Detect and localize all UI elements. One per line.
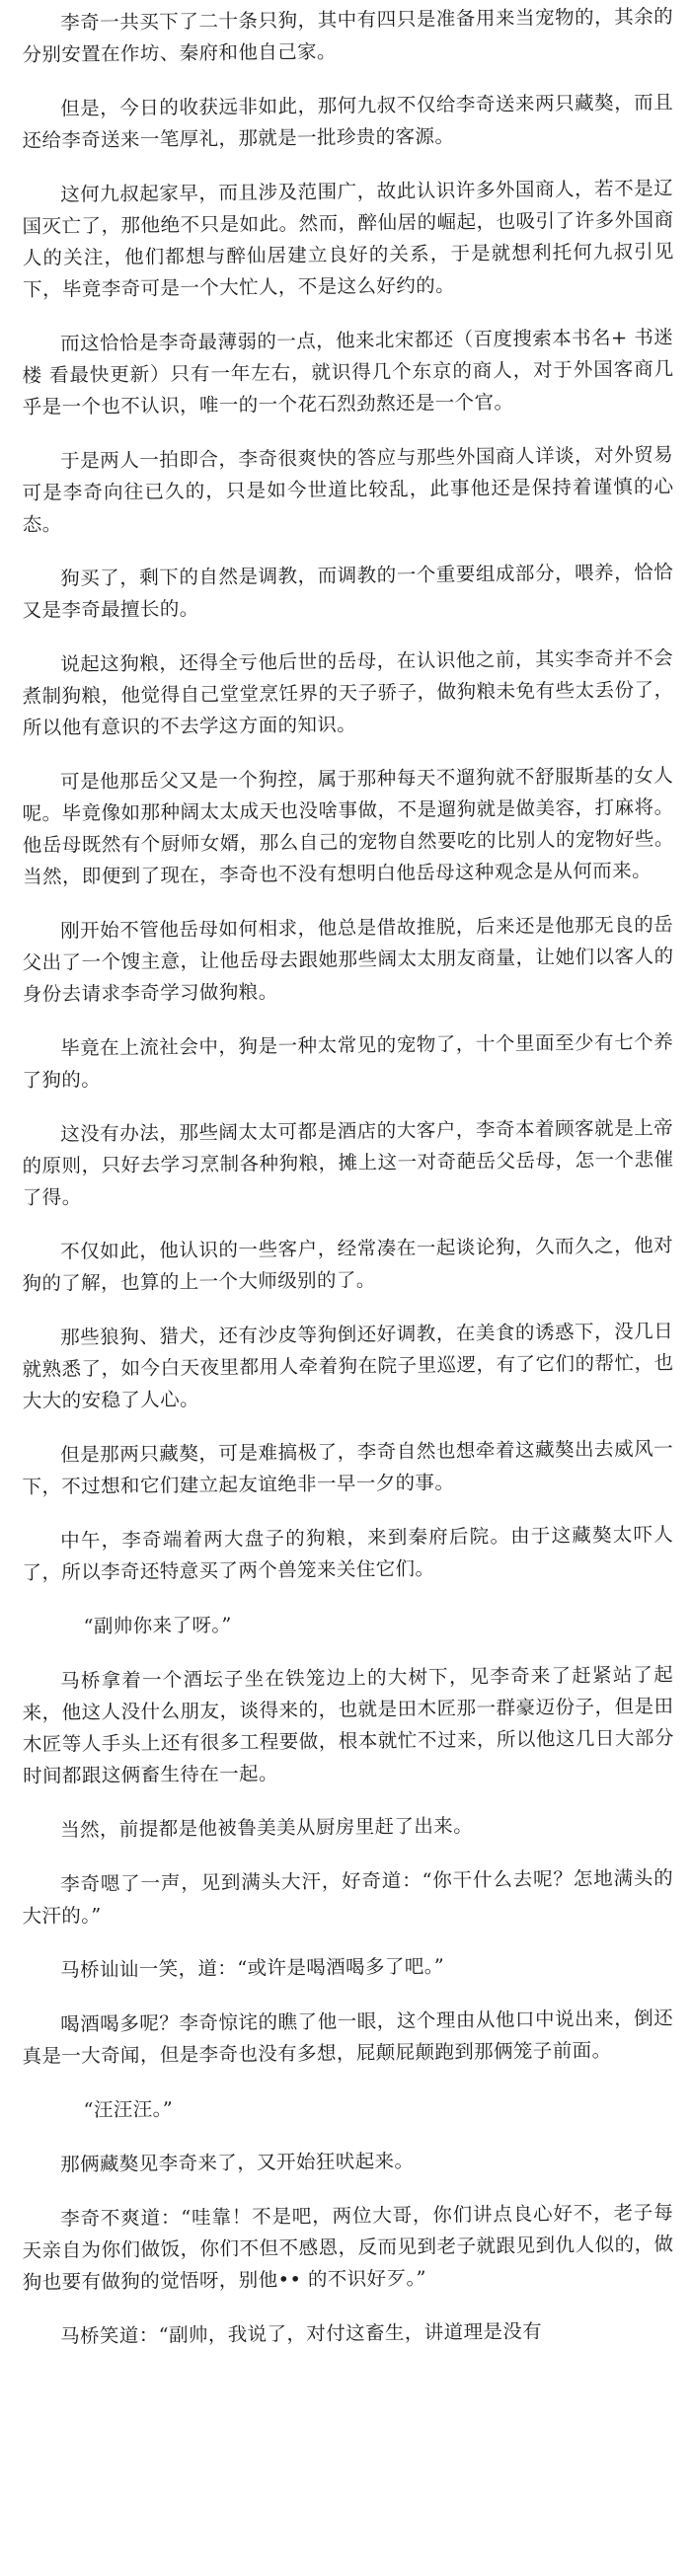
paragraph: 喝酒喝多呢？李奇惊诧的瞧了他一眼，这个理由从他口中说出来，倒还真是一大奇闻，但是李奇也没有多想，屁颠屁颠跑到那俩笼子前面。 bbox=[22, 2007, 674, 2068]
paragraph: 那些狼狗、猎犬，还有沙皮等狗倒还好调教，在美食的诱惑下，没几日就熟悉了，如今白天夜里都用人牵着狗在院子里巡逻，有了它们的帮忙，也大大的安稳了人心。 bbox=[22, 1320, 674, 1412]
paragraph: 于是两人一拍即合，李奇很爽快的答应与那些外国商人详谈，对外贸易可是李奇向往已久的，只是如今世道比较乱，此事他还是保持着谨慎的心态。 bbox=[22, 443, 674, 536]
paragraph: 马桥笑道：“副帅，我说了，对付这畜生，讲道理是没有 bbox=[60, 2319, 543, 2348]
dialogue-line: “副帅你来了呀。” bbox=[83, 1613, 232, 1638]
paragraph: 说起这狗粮，还得全亏他后世的岳母，在认识他之前，其实李奇并不会煮制狗粮，他觉得自己堂堂烹饪界的天子骄子，做狗粮未免有些太丢份了，所以他有意识的不去学这方面的知识。 bbox=[22, 646, 674, 739]
paragraph: 李奇不爽道：“哇靠！不是吧，两位大哥，你们讲点良心好不，老子每天亲自为你们做饭，你们不但不感恩，反而见到老子就跟见到仇人似的，做狗也要有做狗的觉悟呀，别他•• 的不识好歹。” bbox=[22, 2201, 674, 2294]
paragraph: 这何九叔起家早，而且涉及范围广，故此认识许多外国商人，若不是辽国灭亡了，那他绝不只是如此。然而，醉仙居的崛起，也吸引了许多外国商人的关注，他们都想与醉仙居建立良好的关系，于是就想利托何九叔引见下，毕竟李奇可是一个大忙人，不是这么好约的。 bbox=[22, 177, 674, 301]
paragraph: 但是那两只藏獒，可是难搞极了，李奇自然也想牵着这藏獒出去威风一下，不过想和它们建立起友谊绝非一早一夕的事。 bbox=[22, 1437, 674, 1498]
paragraph: 那俩藏獒见李奇来了，又开始狂吠起来。 bbox=[60, 2149, 415, 2176]
paragraph: 毕竟在上流社会中，狗是一种太常见的宠物了，十个里面至少有七个养了狗的。 bbox=[22, 1030, 674, 1092]
paragraph: 狗买了，剩下的自然是调教，而调教的一个重要组成部分，喂养，恰恰又是李奇最擅长的。 bbox=[22, 561, 674, 622]
paragraph: 中午，李奇端着两大盘子的狗粮，来到秦府后院。由于这藏獒太吓人了，所以李奇还特意买了两个兽笼来关住它们。 bbox=[22, 1523, 674, 1584]
paragraph: 这没有办法，那些阔太太可都是酒店的大客户，李奇本着顾客就是上帝的原则，只好去学习烹制各种狗粮，摊上这一对奇葩岳父岳母，怎一个悲催了得。 bbox=[22, 1116, 674, 1209]
paragraph: 可是他那岳父又是一个狗控，属于那种每天不遛狗就不舒服斯基的女人呢。毕竟像如那种阔太太成天也没啥事做，不是遛狗就是做美容，打麻将。他岳母既然有个厨师女婿，那么自己的宠物自然要吃的比别人的宠物好些。当然，即便到了现在，李奇也不没有想明白他岳母这种观念是从何而来。 bbox=[22, 764, 674, 888]
paragraph: 当然，前提都是他被鲁美美从厨房里赶了出来。 bbox=[60, 1814, 474, 1842]
paragraph: 马桥拿着一个酒坛子坐在铁笼边上的大树下，见李奇来了赶紧站了起来，他这人没什么朋友，谈得来的，也就是田木匠那一群豪迈份子，但是田木匠等人手头上还有很多工程要做，根本就忙不过来，所以他这几日大部分时间都跟这俩畜生待在一起。 bbox=[22, 1663, 674, 1787]
paragraph: 刚开始不管他岳母如何相求，他总是借故推脱，后来还是他那无良的岳父出了一个馊主意，让他岳母去跟她那些阔太太朋友商量，让她们以客人的身份去请求李奇学习做狗粮。 bbox=[22, 913, 674, 1006]
paragraph: 但是，今日的收获远非如此，那何九叔不仅给李奇送来两只藏獒，而且还给李奇送来一笔厚礼，那就是一批珍贵的客源。 bbox=[22, 91, 674, 152]
paragraph: 而这恰恰是李奇最薄弱的一点，他来北宋都还（百度搜索本书名+ 书迷楼 看最快更新）只有一年左右，就识得几个东京的商人，对于外国客商几乎是一个也不认识，唯一的一个花石烈劲熬还是一个官。 bbox=[22, 326, 674, 418]
paragraph: 李奇嗯了一声，见到满头大汗，好奇道：“你干什么去呢？怎地满头的大汗的。” bbox=[22, 1866, 674, 1928]
paragraph: 马桥讪讪一笑，道：“或许是喝酒喝多了吧。” bbox=[60, 1954, 445, 1982]
paragraph: 李奇一共买下了二十条只狗，其中有四只是准备用来当宠物的，其余的分别安置在作坊、秦府和他自己家。 bbox=[22, 5, 674, 66]
dialogue-line: “汪汪汪。” bbox=[83, 2097, 174, 2122]
paragraph: 不仅如此，他认识的一些客户，经常凑在一起谈论狗，久而久之，他对狗的了解，也算的上一个大师级别的了。 bbox=[22, 1234, 674, 1295]
